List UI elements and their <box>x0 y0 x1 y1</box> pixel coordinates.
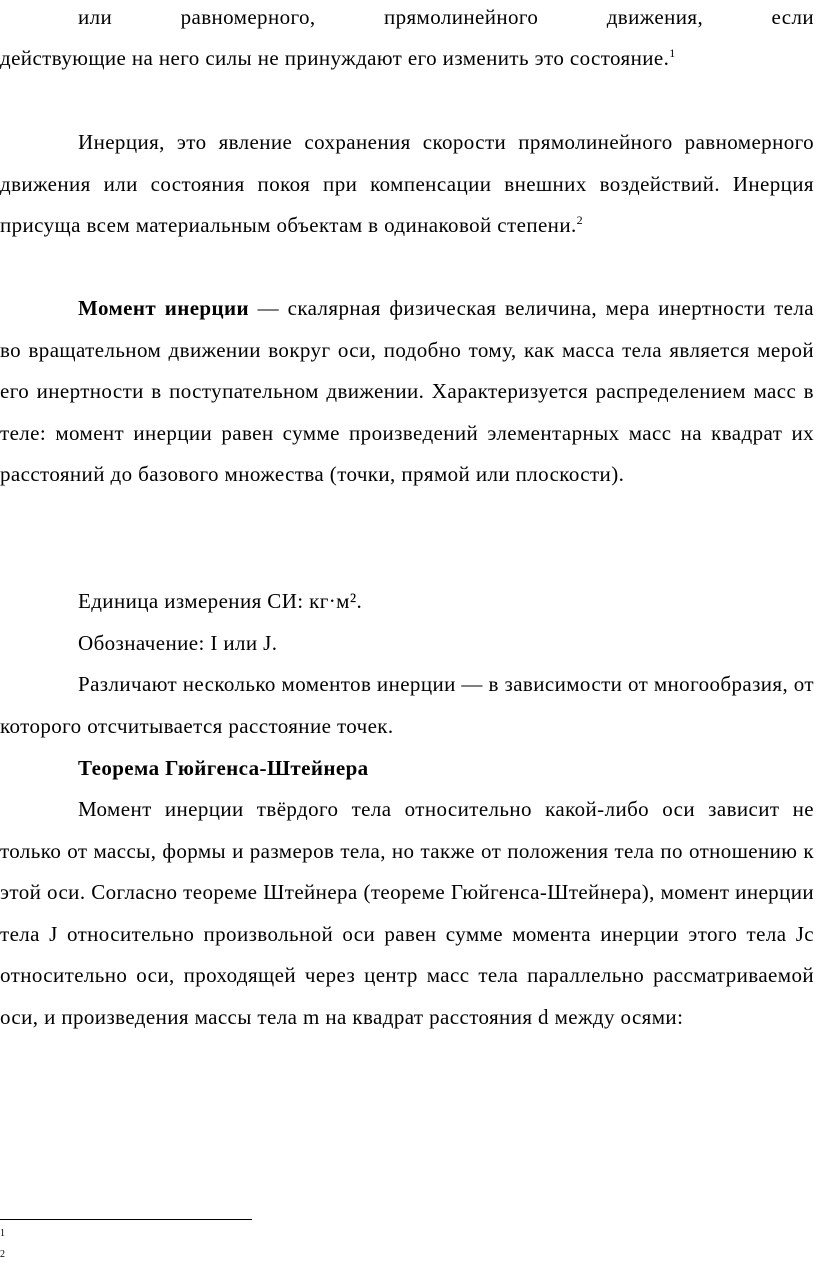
paragraph-text: Инерция, это явление сохранения скорости прямолинейного равномерного движения или состояния покоя при компенсации внешних воздействий. Инерция присуща всем материальным объектам в одинаковой степени. <box>0 130 814 238</box>
footnote-ref: 1 <box>669 46 676 60</box>
paragraph-first-line <box>0 0 814 39</box>
section-heading <box>0 748 814 790</box>
bold-term: Момент инерции <box>78 296 249 320</box>
footnote-1: 1 <box>0 1228 5 1239</box>
paragraph-si-unit <box>0 581 814 623</box>
paragraph-inertia <box>0 122 814 247</box>
paragraph-moment-of-inertia <box>0 288 814 496</box>
paragraph-text: Различают несколько моментов инерции — в зависимости от многообразия, от которого отсчитывается расстояние точек. <box>0 672 814 738</box>
paragraph-text: или равномерного, прямолинейного движения, если <box>78 5 814 29</box>
paragraph-kinds <box>0 664 814 747</box>
heading-text: Теорема Гюйгенса-Штейнера <box>78 756 369 780</box>
paragraph-text: — скалярная физическая величина, мера инертности тела во вращательном движении вокруг оси, подобно тому, как масса тела является мерой его инертности в поступательном движении. Характеризуется распределением масс в теле: момент инерции равен сумме произведений элементарных масс на квадрат их расстояний до базового множества (точки, прямой или плоскости). <box>0 296 814 487</box>
paragraph-continuation <box>0 38 814 80</box>
footnote-2: 2 <box>0 1249 5 1260</box>
footnote-separator <box>0 1219 252 1220</box>
paragraph-text: действующие на него силы не принуждают его изменить это состояние. <box>0 46 670 70</box>
paragraph-text: Обозначение: I или J. <box>78 631 278 655</box>
paragraph-notation <box>0 623 814 665</box>
paragraph-text: Момент инерции твёрдого тела относительно какой-либо оси зависит не только от массы, формы и размеров тела, но также от положения тела по отношению к этой оси. Согласно теореме Штейнера (теореме Гюйгенса-Штейнера), момент инерции тела J относительно произвольной оси равен сумме момента инерции этого тела Jc относительно оси, проходящей через центр масс тела параллельно рассматриваемой оси, и произведения массы тела m на квадрат расстояния d между осями: <box>0 797 814 1029</box>
footnote-ref: 2 <box>576 213 584 228</box>
paragraph-steiner-theorem <box>0 789 814 1039</box>
paragraph-text: Единица измерения СИ: кг·м². <box>78 589 363 613</box>
